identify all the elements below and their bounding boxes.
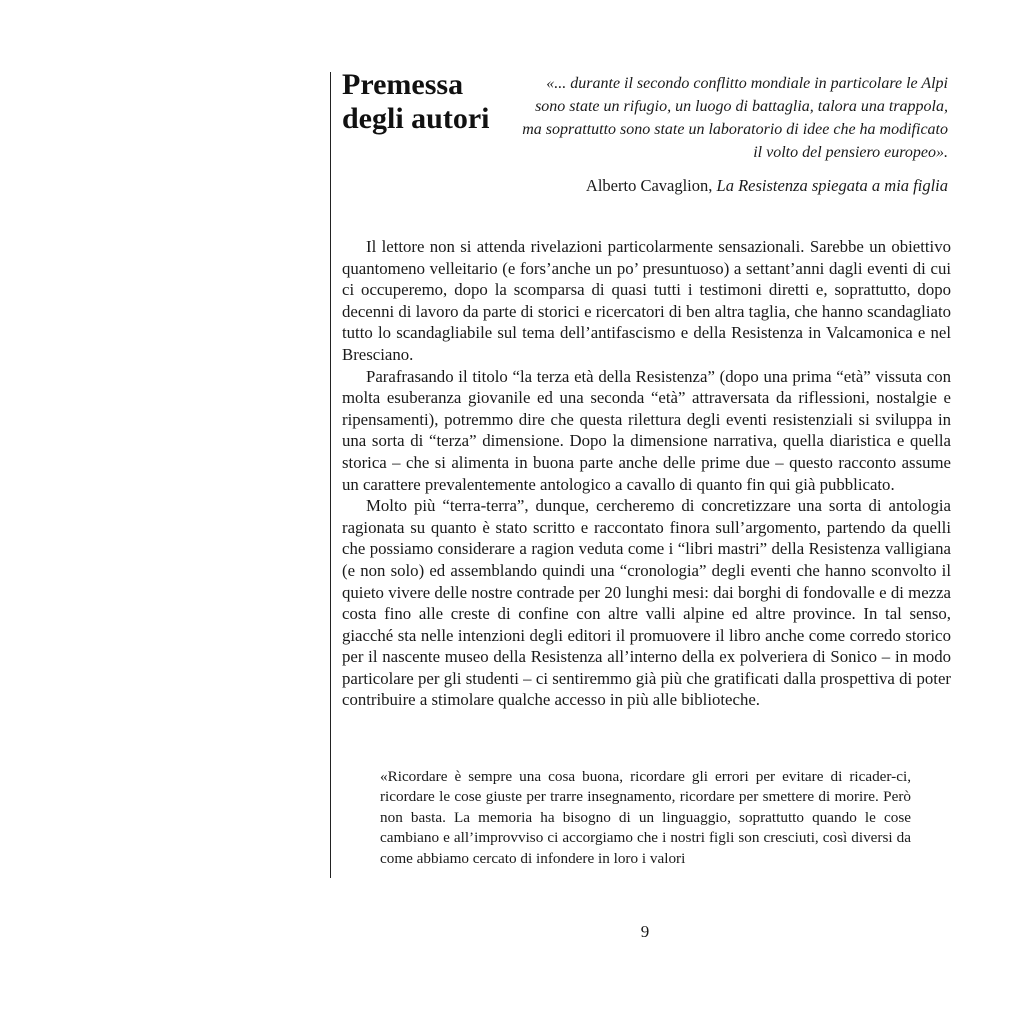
page-title-line-1: Premessa <box>342 68 464 101</box>
page-number: 9 <box>640 922 650 941</box>
epigraph <box>520 72 948 197</box>
epigraph-author: Alberto Cavaglion, <box>585 176 713 195</box>
page-title <box>342 68 522 136</box>
page-title-line-2: degli autori <box>342 102 490 135</box>
block-quote: «Ricordare è sempre una cosa buona, ricordare gli errori per evitare di ricader-ci, ricordare le cose giuste per trarre insegnamento, ricordare per smettere di morire. Però non basta. La memoria ha bisogno di un linguaggio, soprattutto quando le cose cambiano e all’improvviso ci accorgiamo che i nostri figli son cresciuti, così diversi da come abbiamo cercato di infondere in loro i valori <box>380 768 911 867</box>
body-text <box>342 236 951 711</box>
epigraph-attribution <box>520 174 948 197</box>
margin-rule <box>330 72 331 878</box>
epigraph-work: La Resistenza spiegata a mia figlia <box>716 176 948 195</box>
paragraph: Molto più “terra-terra”, dunque, cercheremo di concretizzare una sorta di antologia ragionata su quanto è stato scritto e raccontato finora sull’argomento, partendo da quelli che possiamo considerare a ragion veduta come i “libri mastri” della Resistenza valligiana (e non solo) ed assemblando quindi una “cronologia” degli eventi che hanno sconvolto il quieto vivere delle nostre contrade per 20 lunghi mesi: dai borghi di fondovalle e di mezza costa fino alle creste di confine con altre valli alpine ed altre province. In tal senso, giacché sta nelle intenzioni degli editori il promuovere il libro anche come corredo storico per il nascente museo della Resistenza all’interno della ex polveriera di Sonico – in modo particolare per gli studenti – ci sentiremmo già più che gratificati dalla prospettiva di poter contribuire a stimolare qualche accesso in più alle biblioteche. <box>342 496 951 710</box>
paragraph: Il lettore non si attenda rivelazioni particolarmente sensazionali. Sarebbe un obiettivo quantomeno velleitario (e fors’anche un po’ presuntuoso) a settant’anni dagli eventi di cui ci occuperemo, dopo la scomparsa di quasi tutti i testimoni diretti e, soprattutto, dopo decenni di lavoro da parte di storici e ricercatori di ben altra taglia, che hanno scandagliato tutto lo scandagliabile sul tema dell’antifascismo e della Resistenza in Valcamonica e nel Bresciano. <box>342 237 951 364</box>
epigraph-quote: «... durante il secondo conflitto mondiale in particolare le Alpi sono state un rifugio, un luogo di battaglia, talora una trappola, ma soprattutto sono state un laboratorio di idee che ha modificato il volto del pensiero europeo». <box>522 75 948 161</box>
paragraph: Parafrasando il titolo “la terza età della Resistenza” (dopo una prima “età” vissuta con molta esuberanza giovanile ed una seconda “età” attraversata da riflessioni, nostalgie e ripensamenti), potremmo dire che questa rilettura degli eventi resistenziali si sviluppa in una sorta di “terza” dimensione. Dopo la dimensione narrativa, quella diaristica e quella storica – che si alimenta in buona parte anche delle prime due – questo racconto assume un carattere prevalentemente antologico a cavallo di quanto fin qui già pubblicato. <box>342 366 951 494</box>
